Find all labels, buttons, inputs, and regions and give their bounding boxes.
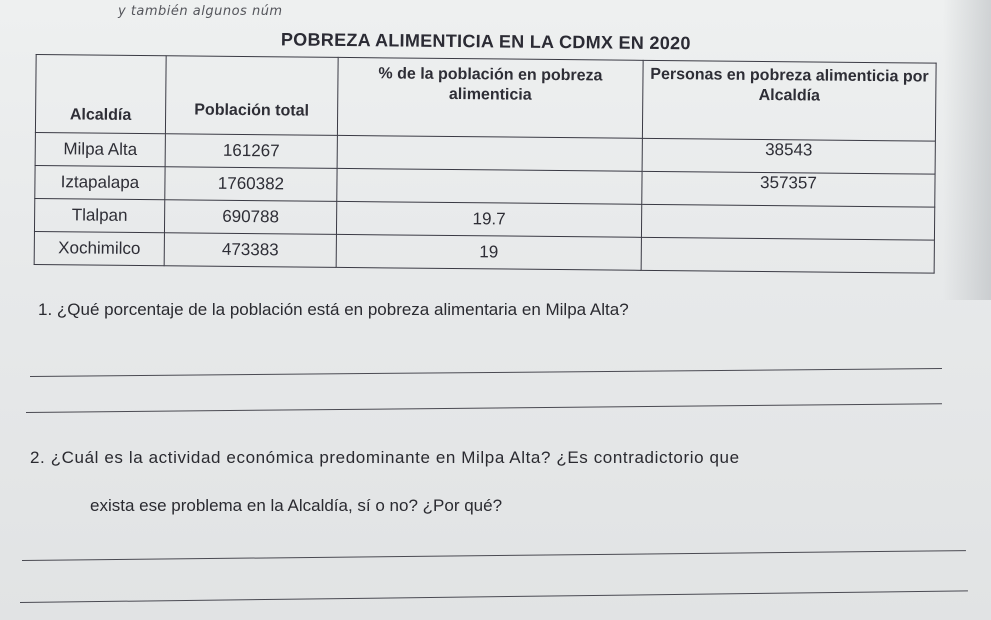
cell-porcentaje: 19 — [336, 234, 641, 270]
cell-alcaldia: Tlalpan — [34, 198, 164, 232]
cell-personas — [641, 204, 934, 240]
header-alcaldia: Alcaldía — [35, 55, 166, 134]
cell-alcaldia: Xochimilco — [34, 231, 164, 265]
cell-porcentaje — [337, 168, 642, 204]
cell-poblacion: 161267 — [165, 134, 337, 169]
cell-personas — [641, 237, 934, 273]
cell-alcaldia: Milpa Alta — [35, 132, 165, 166]
cell-poblacion: 690788 — [164, 200, 336, 235]
cell-poblacion: 1760382 — [165, 167, 337, 202]
table-header-row — [35, 55, 936, 142]
cell-poblacion: 473383 — [164, 233, 336, 268]
header-personas: Personas en pobreza alimenticia por Alcaldía — [642, 60, 936, 141]
header-poblacion: Población total — [165, 56, 338, 136]
cell-personas: 38543 — [642, 138, 935, 174]
poverty-table-block — [34, 20, 936, 287]
question-2-line-2: exista ese problema en la Alcaldía, sí o no? ¿Por qué? — [90, 496, 503, 515]
header-porcentaje: % de la población en pobreza alimenticia — [337, 57, 643, 138]
table-title: POBREZA ALIMENTICIA EN LA CDMX EN 2020 — [280, 29, 691, 54]
cell-alcaldia: Iztapalapa — [35, 165, 165, 199]
cut-off-text: y también algunos núm — [118, 4, 283, 19]
cell-porcentaje — [337, 135, 642, 171]
cell-porcentaje: 19.7 — [336, 201, 641, 237]
cell-personas: 357357 — [642, 171, 935, 207]
page-edge-shadow — [943, 0, 991, 300]
question-2-line-1: 2. ¿Cuál es la actividad económica predominante en Milpa Alta? ¿Es contradictorio que — [30, 448, 740, 467]
poverty-table — [34, 54, 937, 274]
question-1: 1. ¿Qué porcentaje de la población está en pobreza alimentaria en Milpa Alta? — [38, 300, 629, 319]
